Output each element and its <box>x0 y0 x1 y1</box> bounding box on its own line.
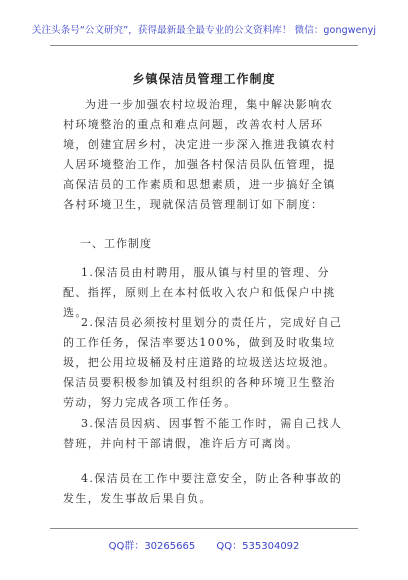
footer-qq: QQ：535304092 <box>216 541 300 552</box>
rule-item-1: 1.保洁员由村聘用，服从镇与村里的管理、分配、指挥，原则上在本村低收入农户和低保户中挑选。 <box>63 266 336 319</box>
footer-divider <box>50 528 358 529</box>
footer-contact <box>0 537 408 552</box>
header-divider <box>50 45 358 46</box>
intro-paragraph: 为进一步加强农村垃圾治理，集中解决影响农村环境整治的重点和难点问题，改善农村人居环境，创建宜居乡村，决定进一步深入推进我镇农村人居环境整治工作，加强各村保洁员队伍管理，提高保洁员的工作素质和思想素质，进一步搞好全镇各村环境卫生，现就保洁员管理制订如下制度： <box>63 98 336 211</box>
rule-item-4: 4.保洁员在工作中要注意安全，防止各种事故的发生，发生事故后果自负。 <box>63 472 343 505</box>
rule-item-3: 3.保洁员因病、因事暂不能工作时，需自己找人替班，并向村干部请假，准许后方可离岗。 <box>63 417 343 450</box>
section-heading: 一、工作制度 <box>80 237 152 250</box>
header-banner: 关注头条号“公文研究”，获得最新最全最专业的公文资料库！ 微信：gongwenyj <box>31 25 377 36</box>
footer-qq-group: QQ群：30265665 <box>108 541 196 552</box>
rule-item-2: 2.保洁员必须按村里划分的责任片，完成好自己的工作任务，保洁率要达100%，做到及时收集垃圾，把公用垃圾桶及村庄道路的垃圾送达垃圾池。保洁员要积极参加镇及村组织的各种环境卫生整治劳动，努力完成各项工作任务。 <box>63 316 343 409</box>
document-title: 乡镇保洁员管理工作制度 <box>132 72 276 86</box>
